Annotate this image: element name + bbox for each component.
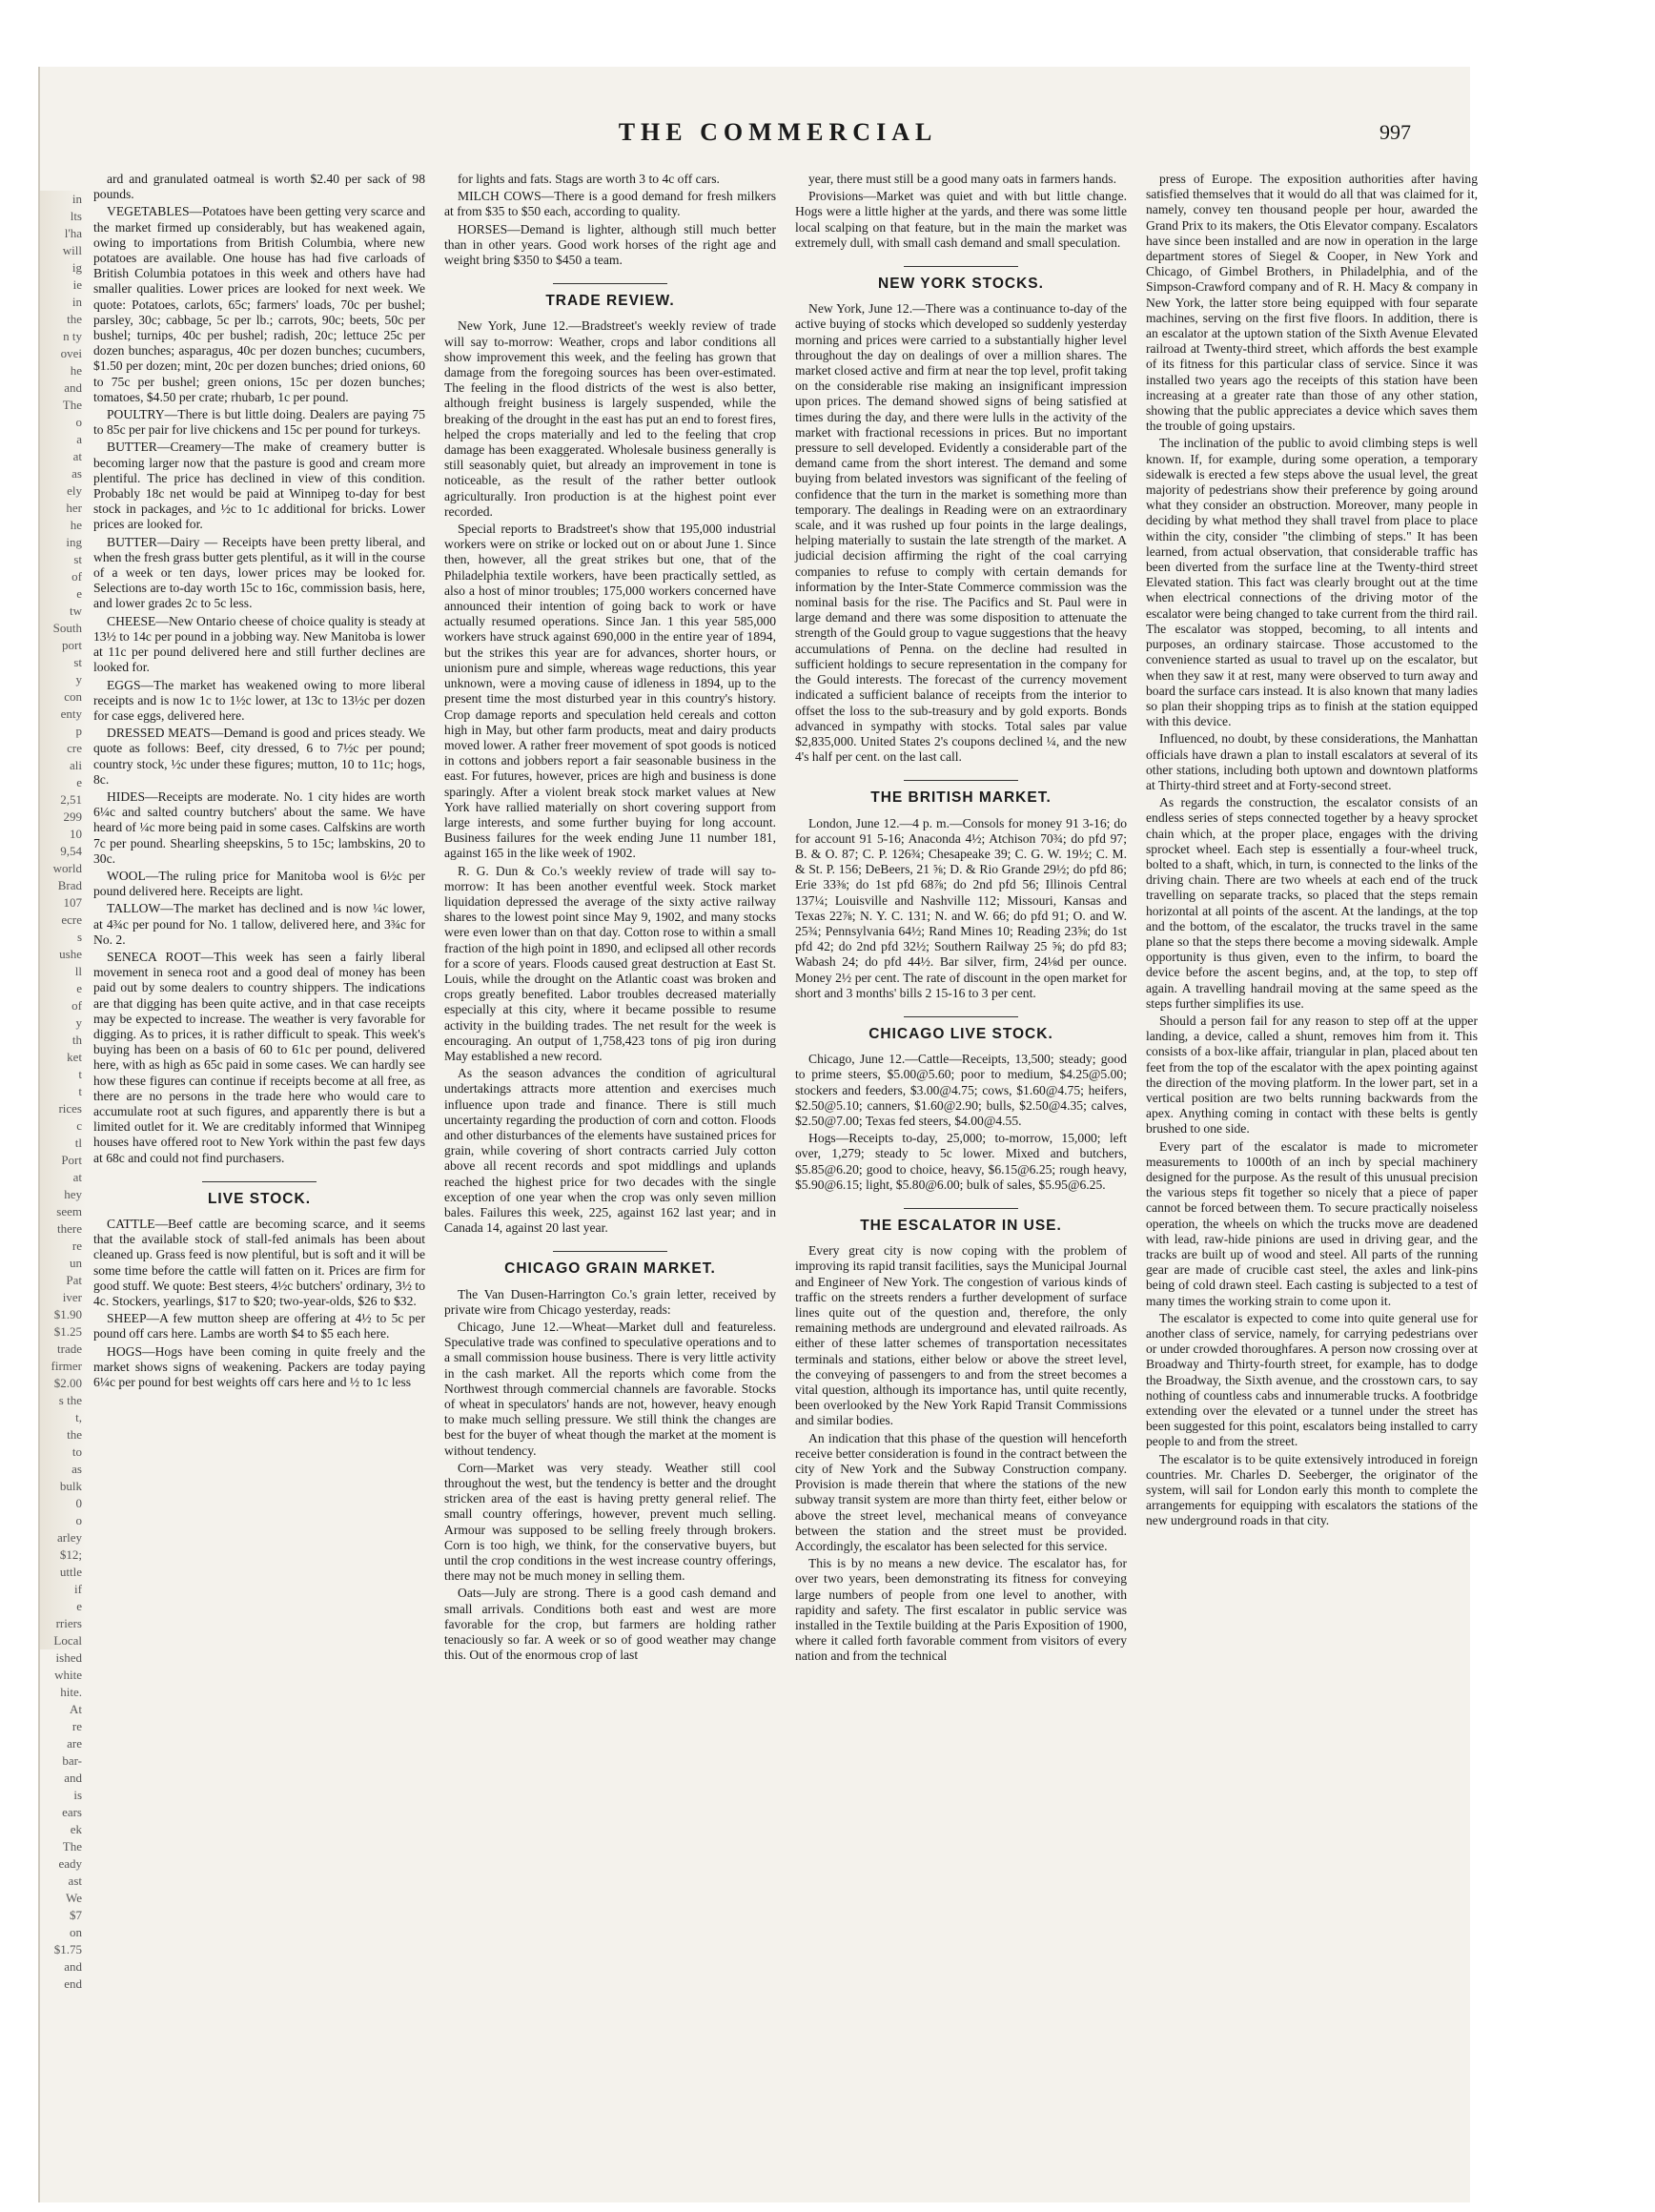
margin-fragment: e (76, 775, 82, 789)
margin-fragment: s (76, 930, 82, 944)
article-paragraph: HOGS—Hogs have been coming in quite freely and the market shows signs of weakening. Packers are today paying 6¼c per pound for best weights off cars here and ½ to 1c less (93, 1343, 425, 1390)
margin-fragment: he (70, 363, 82, 378)
margin-fragment: ecre (61, 912, 82, 927)
margin-fragment: lts (70, 209, 82, 223)
article-paragraph: EGGS—The market has weakened owing to more liberal receipts and is now 1c to 1½c lower, at 13c to 13½c per dozen for case eggs, delivered here. (93, 677, 425, 723)
article-paragraph: Corn—Market was very steady. Weather still cool throughout the west, but the tendency is better and the drought stricken area of the east is having pretty general relief. The small country offerings, however, prevent much selling. Armour was supposed to be selling freely through brokers. Corn is too high, we think, for the conservative buyers, but until the crop conditions in the west increase country offerings, there may not be much money in selling them. (444, 1460, 776, 1584)
article-paragraph: press of Europe. The exposition authorities after having satisfied themselves that it would do all that was claimed for it, namely, convey ten thousand people per hour, awarded the Grand Prix to its makers, the Otis Elevator company. Escalators have since been installed and are now in operation in the large department stores of Siegel & Cooper, in New York and Chicago, of Gimbel Brothers, in Philadelphia, and of the Simpson-Crawford company and of R. H. Macy & company in New York, the latter store being equipped with four separate machines, serving on the first five floors. In addition, there is an escalator at the uptown station of the Sixth Avenue Elevated railroad at Twenty-third street, which affords the best example of its fitness for this particular class of service. Since it was installed two years ago the receipts of this station have been increasing at a greater rate than those of any other station, showing that the public appreciates a device which saves them the trouble of going upstairs. (1146, 172, 1478, 434)
margin-fragment: ears (62, 1805, 82, 1819)
article-paragraph: Chicago, June 12.—Cattle—Receipts, 13,500; steady; good to prime steers, $5.00@5.60; poor to medium, $4.25@5.00; stockers and feeders, $3.00@4.75; cows, $1.60@4.75; heifers, $2.50@5.10; canners, $1.60@2.90; bulls, $2.50@4.35; calves, $2.50@7.00; Texas fed steers, $4.00@4.55. (795, 1052, 1127, 1128)
margin-fragment: uttle (59, 1565, 82, 1579)
margin-fragment: at (72, 449, 82, 463)
margin-fragment: re (72, 1239, 82, 1253)
margin-fragment: eady (58, 1856, 82, 1871)
article-paragraph: The escalator is to be quite extensively introduced in foreign countries. Mr. Charles D. Seeberger, the originator of the system, will sail for London early this month to complete the arrangements for equipping with escalators the stations of the new underground roads in that city. (1146, 1451, 1478, 1528)
margin-fragment: hite. (60, 1685, 82, 1699)
margin-fragment: y (75, 1015, 82, 1030)
margin-fragment: st (73, 552, 82, 566)
article-paragraph: The escalator is expected to come into quite general use for another class of service, namely, for carrying pedestrians over or under crowded thoroughfares. A person now crossing over at Broadway and Thirty-fourth street, for example, has to dodge the Broadway, the Sixth avenue, and the crosstown cars, to say nothing of countless cabs and innumerable trucks. A footbridge extending over the elevated or a tunnel under the street has been suggested for this point, escalators being installed to carry people to and from the street. (1146, 1310, 1478, 1449)
margin-fragment: ie (72, 277, 82, 292)
margin-fragment: arley (57, 1530, 82, 1545)
article-paragraph: Hogs—Receipts to-day, 25,000; to-morrow, 15,000; left over, 1,279; steady to 5c lower. Mixed and butchers, $5.85@6.20; good to choice, heavy, $6.15@6.25; rough heavy, $5.90@6.15; light, $5.80@6.00; bulk of sales, $5.95@6.25. (795, 1131, 1127, 1192)
margin-fragment: ll (74, 964, 82, 978)
section-heading: LIVE STOCK. (93, 1181, 425, 1207)
section-heading: NEW YORK STOCKS. (795, 266, 1127, 292)
margin-fragment: ished (55, 1650, 82, 1665)
margin-fragment: $12; (59, 1547, 82, 1562)
margin-fragment: tw (70, 604, 82, 618)
margin-fragment: Pat (66, 1273, 82, 1287)
margin-fragment: We (66, 1891, 82, 1905)
column-1 (93, 172, 425, 2107)
margin-fragment: 0 (75, 1496, 82, 1510)
margin-fragment: bulk (59, 1479, 82, 1493)
margin-fragment: ast (68, 1874, 82, 1888)
margin-fragment: ovei (60, 346, 82, 360)
margin-fragment: c (76, 1118, 82, 1133)
margin-fragment: 9,54 (60, 844, 82, 858)
margin-fragment: Port (61, 1153, 82, 1167)
margin-fragment: bar- (62, 1753, 82, 1768)
margin-fragment: is (73, 1788, 82, 1802)
margin-fragment: end (64, 1976, 82, 1991)
article-paragraph: Should a person fail for any reason to step off at the upper landing, a device, called a shunt, removes him from it. This consists of a box-like affair, triangular in plan, placed about ten feet from the top of the escalator with the apex pointing against the direction of the moving platform. In the lower part, set in a vertical position are two belts running backwards from the apex. Anything coming in contact with these belts is gently brushed to one side. (1146, 1013, 1478, 1137)
publication-title: THE COMMERCIAL (618, 118, 938, 146)
section-heading: TRADE REVIEW. (444, 283, 776, 309)
margin-fragment: cre (67, 741, 82, 755)
margin-fragment: un (70, 1256, 82, 1270)
margin-fragment: n ty (63, 329, 82, 343)
article-paragraph: The inclination of the public to avoid climbing steps is well known. If, for example, during some operation, a temporary sidewalk is erected a few steps above the usual level, the great majority of pedestrians show their preference by going around what they consider an obstruction. Moreover, many people in deciding by what method they shall travel from place to place within the city, consider "the climbing of steps." It has been learned, from actual observation, that considerable traffic has been diverted from the surface line at the Twenty-third street Elevated station. This fact was clearly brought out at the time when electrical connections of the driving motor of the escalator were being changed to take current from the third rail. The escalator was stopped, becoming, to all intents and purposes, an ordinary staircase. Those accustomed to the convenience started as usual to travel up on the escalator, but when they saw it at rest, many were observed to turn away and board the surface cars instead. It is also known that many ladies so plan their shopping trips as to finish at the station equipped with this device. (1146, 436, 1478, 729)
margin-fragment: s the (58, 1393, 82, 1407)
margin-fragment: tl (74, 1136, 82, 1150)
article-paragraph: CATTLE—Beef cattle are becoming scarce, and it seems that the available stock of stall-fed animals has been about cleaned up. Grass feed is now plentiful, but is soft and it will be some time before the cattle will fatten on it. Prices are firm for good stuff. We quote: Best steers, 4½c butchers' ordinary, 3½ to 4c. Stockers, yearlings, $17 to $20; two-year-olds, $26 to $32. (93, 1217, 425, 1309)
margin-fragment: The (62, 398, 82, 412)
margin-fragment: ig (72, 260, 82, 275)
margin-fragment: Local (53, 1633, 82, 1648)
margin-fragment: trade (57, 1342, 82, 1356)
column-4 (1146, 172, 1478, 2107)
margin-fragment: Brad (57, 878, 82, 892)
margin-fragment: in (72, 295, 82, 309)
margin-fragment: will (62, 243, 82, 257)
margin-fragment: ing (66, 535, 82, 549)
margin-fragment: re (72, 1719, 82, 1733)
margin-fragment: 299 (63, 809, 82, 824)
margin-fragment: o (75, 1513, 82, 1527)
margin-fragment: st (73, 655, 82, 669)
margin-fragment: world (52, 861, 82, 875)
margin-fragment: ely (67, 483, 82, 498)
article-paragraph: This is by no means a new device. The escalator has, for over two years, been demonstrating its fitness for conveying large numbers of people from one level to another, with rapidity and safety. The first escalator in public service was installed in the Textile building at the Paris Exposition of 1900, where it called forth favorable comment from visitors of every nation and from the technical (795, 1556, 1127, 1664)
margin-fragment: as (72, 1462, 82, 1476)
article-paragraph: BUTTER—Creamery—The make of creamery butter is becoming larger now that the pasture is good and cream more plentiful. The price has declined in view of this condition. Probably 18c net would be paid at Winnipeg to-day for best stock in packages, and ½c to 1c additional for bricks. Lower prices are looked for. (93, 440, 425, 532)
margin-fragment: e (76, 981, 82, 995)
article-paragraph: The Van Dusen-Harrington Co.'s grain letter, received by private wire from Chicago yesterday, reads: (444, 1286, 776, 1317)
margin-fragment: at (72, 1170, 82, 1184)
margin-fragment: her (66, 501, 82, 515)
margin-fragment: rices (58, 1101, 82, 1116)
column-3 (795, 172, 1127, 2107)
article-paragraph: POULTRY—There is but little doing. Dealers are paying 75 to 85c per pair for live chickens and 15c per pound for turkeys. (93, 407, 425, 438)
margin-fragment: and (64, 1959, 82, 1974)
margin-fragment: The (62, 1839, 82, 1854)
section-heading: CHICAGO LIVE STOCK. (795, 1016, 1127, 1042)
margin-fragment: in (72, 192, 82, 206)
margin-fragment: if (74, 1582, 82, 1596)
article-paragraph: ard and granulated oatmeal is worth $2.40 per sack of 98 pounds. (93, 172, 425, 202)
article-paragraph: Special reports to Bradstreet's show that 195,000 industrial workers were on strike or locked out on or about June 1. Since then, however, all the great strikes but one, that of the Philadelphia textile workers, have been practically settled, as also a host of minor troubles; 175,000 workers concerned have announced their intention of going back to work or have actually resumed operations. Since Jan. 1 this year 585,000 workers have struck against 690,000 in the entire year of 1894, but the strikes this year are for advances, shorter hours, or unionism pure and simple, whereas wage reductions, this year unknown, were a moving cause of idleness in 1894, up to the present time the most disturbed year in this country's history. Crop damage reports and speculation held cereals and cotton high in May, but other farm products, meat and dairy products moved lower. A rather freer movement of spot goods is noticed in cottons and jobbers report a fair seasonable business in the east. For futures, however, prices are high and business is done sparingly. After a violent break stock market values at New York have rallied materially on short covering support from large interests, and some further buying for long account. Business failures for the week ending June 11 number 181, against 165 in the like week of 1902. (444, 522, 776, 861)
page-number: 997 (1379, 120, 1411, 144)
margin-fragment: of (72, 569, 82, 584)
margin-fragment: port (62, 638, 82, 652)
margin-fragment: $2.00 (53, 1376, 82, 1390)
article-paragraph: R. G. Dun & Co.'s weekly review of trade will say to-morrow: It has been another eventful week. Stock market liquidation depressed the average of the sixty active railway shares to the lowest point since May 9, 1902, and many stocks were even lower than on that day. Cotton rose to within a small fraction of the high point in 1890, and eclipsed all other records for a score of years. Floods caused great destruction at East St. Louis, while the drought on the Atlantic coast was broken and crops greatly benefited. Labor troubles decreased materially especially at this city, where it became possible to resume activity in the building trades. The net result for the week is encouraging. An output of 1,758,423 tons of pig iron during May established a new record. (444, 863, 776, 1063)
section-heading: THE ESCALATOR IN USE. (795, 1208, 1127, 1234)
page-header (86, 114, 1470, 153)
margin-fragment: to (72, 1444, 82, 1459)
margin-fragment: ket (67, 1050, 82, 1064)
margin-fragment: the (67, 312, 82, 326)
margin-fragment: rriers (55, 1616, 82, 1630)
article-paragraph: As the season advances the condition of agricultural undertakings attracts more attention and exercises much influence upon trade and finance. There is still much uncertainty regarding the production of corn and cotton. Floods and other disturbances of the elements have sustained prices for grain, while covering of short contracts carried July cotton above all recent records and spot middlings and uplands reached the highest price for two decades with the single exception of one year when the crop was only seven million bales. Failures this week, 225, against 162 last year; and in Canada 14, against 20 last year. (444, 1066, 776, 1236)
margin-fragment: the (67, 1427, 82, 1442)
margin-fragment: enty (60, 707, 82, 721)
margin-fragment: iver (62, 1290, 82, 1304)
margin-fragment: $7 (70, 1908, 82, 1922)
article-paragraph: Every part of the escalator is made to micrometer measurements to 1000th of an inch by special machinery designed for the purpose. As the result of this unusual precision the various steps fit together so nicely that a piece of paper cannot be forced between them. To secure practically noiseless operation, the wheels on which the trucks move are deadened with lead, raw-hide pinions are used in driving gear, and the tracks are built up of wood and steel. All parts of the running gear are made of crucible cast steel, the axles and link-pins being of cold drawn steel. Each casting is subjected to a test of many times the working strain to come upon it. (1146, 1138, 1478, 1308)
article-paragraph: New York, June 12.—There was a continuance to-day of the active buying of stocks which developed so suddenly yesterday morning and prices were carried to a substantially higher level throughout the day on dealings of over a million shares. The market closed active and firm at near the top level, profit taking on the considerable rise making an insignificant impression upon prices. The demand showed signs of being satisfied at times during the day, and there were lulls in the activity of the market with fractional recessions in prices. But no important pressure to sell developed. Evidently a considerable part of the demand came from the short interest. The demand and some buying from belated investors was significant of the feeling of confidence that the turn in the market is something more than temporary. The dealings in Reading were on an extraordinary scale, and it was rushed up four points in the large dealings, helping materially to sustain the late strength of the market. A judicial decision affirming the right of the coal carrying companies to refuse to comply with certain demands for information by the Inter-State Commerce commission was the nominal basis for the rise. The Pacifics and St. Paul were in large demand and there was some disposition to attenuate the strength of the Gould group to vague suggestions that the heavy accumulations of Penna. on the decline had resulted in sufficient holdings to secure representation in the company for the Gould interests. The forecast of the currency movement indicated a sufficient balance of receipts from the interior to offset the loss to the sub-treasury and by gold exports. Bonds advanced in sympathy with stocks. Total sales par value $2,835,000. United States 2's coupons declined ¼, and the new 4's half per cent. on the last call. (795, 301, 1127, 765)
article-paragraph: Every great city is now coping with the problem of improving its rapid transit facilities, says the Municipal Journal and Engineer of New York. The congestion of various kinds of traffic on the streets renders a further development of surface lines quite out of the question and, therefore, the only remaining methods are underground and elevated railroads. As either of these latter schemes of transportation necessitates terminals and stations, either below or above the street level, the conveying of passengers to and from the street becomes a vital question, although its importance has, until quite recently, been overlooked by the New York Rapid Transit Commissions and similar bodies. (795, 1243, 1127, 1428)
section-heading: CHICAGO GRAIN MARKET. (444, 1251, 776, 1277)
article-paragraph: Provisions—Market was quiet and with but little change. Hogs were a little higher at the yards, and there was some little local scalping on that feature, but in the main the market was extremely dull, with small cash demand and small speculation. (795, 189, 1127, 250)
margin-fragment: t (78, 1067, 82, 1081)
margin-fragment: as (72, 466, 82, 481)
article-paragraph: HORSES—Demand is lighter, although still much better than in other years. Good work horses of the right age and weight bring $350 to $450 a team. (444, 221, 776, 268)
article-paragraph: DRESSED MEATS—Demand is good and prices steady. We quote as follows: Beef, city dressed, 6 to 7½c per pound; country stock, ½c under these figures; mutton, 10 to 11c; hogs, 8c. (93, 726, 425, 787)
article-paragraph: CHEESE—New Ontario cheese of choice quality is steady at 13½ to 14c per pound in a jobbing way. New Manitoba is lower at 11c per pound delivered here and still further declines are looked for. (93, 613, 425, 675)
margin-fragment: p (75, 724, 82, 738)
article-paragraph: VEGETABLES—Potatoes have been getting very scarce and the market firmed up considerably, but has weakened again, owing to importations from British Columbia, where new potatoes are available. One house has had five carloads of British Columbia potatoes in this week and others have had smaller qualities. Lower prices are looked for next week. We quote: Potatoes, carlots, 65c; farmers' loads, 70c per bushel; parsley, 30c; cabbage, 5c per lb.; carrots, 90c; beets, 50c per bushel; turnips, 40c per bushel; radish, 20c; lettuce 25c per dozen bunches; asparagus, 40c per dozen bunches; cucumbers, $1.50 per dozen; mint, 20c per dozen bunches; dried onions, 60 to 75c per bushel; green onions, 15c per dozen bunches; tomatoes, $4.50 per crate; rhubarb, 1c per pound. (93, 204, 425, 404)
article-paragraph: MILCH COWS—There is a good demand for fresh milkers at from $35 to $50 each, according to quality. (444, 189, 776, 219)
column-2 (444, 172, 776, 2107)
margin-fragment: t, (75, 1410, 82, 1424)
margin-fragment: of (72, 998, 82, 1013)
article-paragraph: Oats—July are strong. There is a good cash demand and small arrivals. Conditions both east and west are more favorable for the crop, but farmers are holding rather tenaciously so far. A week or so of good weather may change this. Out of the enormous crop of last (444, 1586, 776, 1663)
margin-fragment: $1.90 (53, 1307, 82, 1321)
article-paragraph: As regards the construction, the escalator consists of an endless series of steps connected together by a heavy sprocket chain which, at the proper place, engages with the driving sprocket wheel. Each step is essentially a four-wheel truck, bolted to a shaft, which, in turn, is connected to the links of the driving chain. There are two wheels at each end of the truck travelling on separate tracks, so placed that the steps remain horizontal at all points of the ascent. At the landings, at the top and the bottom, of the escalator, the trucks travel in the same plane so that the steps there become a moving sidewalk. Ample opportunity is thus given, even to the infirm, to board the device before the ascent begins, and, at the top, to step off again. A travelling handrail moving at the same speed as the steps further simplifies its use. (1146, 795, 1478, 1011)
newspaper-page (38, 67, 1478, 2202)
margin-fragment: t (78, 1084, 82, 1098)
margin-fragment: At (70, 1702, 82, 1716)
margin-fragment: ek (70, 1822, 82, 1836)
margin-fragment: o (75, 415, 82, 429)
margin-fragment: and (64, 380, 82, 395)
section-heading: THE BRITISH MARKET. (795, 780, 1127, 806)
margin-fragment: and (64, 1771, 82, 1785)
margin-fragment: seem (56, 1204, 82, 1219)
margin-fragment: con (64, 689, 82, 704)
article-paragraph: Influenced, no doubt, by these considerations, the Manhattan officials have drawn a plan to install escalators at several of its other stations, including both uptown and downtown platforms at Thirty-third street and at Forty-second street. (1146, 731, 1478, 792)
margin-fragment: ali (70, 758, 82, 772)
margin-fragment: $1.25 (53, 1324, 82, 1339)
article-paragraph: An indication that this phase of the question will henceforth receive better consideration is found in the contract between the city of New York and the Subway Construction company. Provision is made therein that where the stations of the new subway transit system are more than thirty feet, either below or above the street level, mechanical means of conveyance between the station and the street must be provided. Accordingly, the escalator has been selected for this service. (795, 1430, 1127, 1554)
margin-fragment: he (70, 518, 82, 532)
article-paragraph: year, there must still be a good many oats in farmers hands. (808, 172, 1116, 186)
margin-fragment: firmer (51, 1359, 82, 1373)
article-paragraph: New York, June 12.—Bradstreet's weekly review of trade will say to-morrow: Weather, crops and labor conditions all show improvement this week, and the feeling has grown that damage from the foregoing sources has been over-estimated. The feeling in the flood districts of the west is also better, although freight business is largely suspended, while the breaking of the drought in the east has put an end to forest fires, helped the crops materially and led to the feeling that crop damage has been exaggerated. Wholesale business generally is still seasonably quiet, but already an improvement in tone is noticeable, as the result of the rather better outlook agriculturally. Iron production is at the highest point ever recorded. (444, 318, 776, 519)
margin-fragment: e (76, 586, 82, 601)
margin-fragment: 107 (63, 895, 82, 910)
margin-fragment: ushe (59, 947, 82, 961)
margin-fragment: 2,51 (60, 792, 82, 807)
article-paragraph: for lights and fats. Stags are worth 3 to 4c off cars. (458, 172, 720, 186)
article-paragraph: London, June 12.—4 p. m.—Consols for money 91 3-16; do for account 91 5-16; Anaconda 4½; Atchison 70¾; do pfd 97; B. & O. 87; C. P. 126¾; Chesapeake 39; C. G. W. 19½; C. M. & St. P. 156; DeBeers, 21 ⅝; D. & Rio Grande 29½; do pfd 86; Erie 33⅜; do 1st pfd 68⅞; do 2nd pfd 56; Illinois Central 137¼; Louisville and Nashville 112; Missouri, Kansas and Texas 22⅞; N. Y. C. 131; N. and W. 66; do pfd 91; O. and W. 25¾; Pennsylvania 64½; Rand Mines 10; Reading 23⅝; do 1st pfd 42; do 2nd pfd 32½; Southern Railway 25 ⅝; do pfd 83; Wabash 24; do pfd 44½. Bar silver, firm, 24⅛d per ounce. Money 2½ per cent. The rate of discount in the open market for short and 3 months' bills 2 15-16 to 3 per cent. (795, 815, 1127, 1000)
article-paragraph: BUTTER—Dairy — Receipts have been pretty liberal, and when the fresh grass butter gets plentiful, as it will in the course of a week or ten days, lower prices may be looked for. Selections are to-day worth 15c to 16c, commission basis, here, and lower grades 2c to 5c less. (93, 534, 425, 611)
margin-fragment: South (52, 621, 82, 635)
margin-fragment: a (76, 432, 82, 446)
article-paragraph: SENECA ROOT—This week has seen a fairly liberal movement in seneca root and a good deal of money has been paid out by some dealers to country shippers. The indications are that digging has been quite active, and in that case receipts may be expected to increase. The weather is very favorable for digging. As to prices, it is rather difficult to speak. This week's buying has been on a basis of 60 to 61c per pound, delivered here, with as high as 65c paid in some cases. We can hardly see how these figures can continue if receipts become at all free, as there are no persons in the trade here who would care to accumulate root at such figures, and apparently there is but a limited outlet for it. We are creditably informed that Winnipeg houses have offered root to New York within the past few days at 68c and could not find purchasers. (93, 949, 425, 1165)
margin-fragment: 10 (70, 827, 82, 841)
margin-fragment: white (54, 1668, 82, 1682)
article-paragraph: SHEEP—A few mutton sheep are offering at 4½ to 5c per pound off cars here. Lambs are worth $4 to $5 each here. (93, 1311, 425, 1342)
article-paragraph: Chicago, June 12.—Wheat—Market dull and featureless. Speculative trade was confined to speculative operations and to a small commission house business. There is very little activity in the cash market. All the reports which come from the Northwest through commercial channels are favorable. Stocks of wheat in speculators' hands are not, however, heavy enough to make much selling pressure. We still think the changes are best for the buyer of wheat though the market at the moment is without tendency. (444, 1320, 776, 1458)
adjacent-page-margin (40, 191, 86, 1991)
margin-fragment: th (72, 1033, 82, 1047)
article-paragraph: WOOL—The ruling price for Manitoba wool is 6½c per pound delivered here. Receipts are light. (93, 868, 425, 899)
article-paragraph: TALLOW—The market has declined and is now ¼c lower, at 4¾c per pound for No. 1 tallow, delivered here, and 3¾c for No. 2. (93, 901, 425, 947)
article-paragraph: HIDES—Receipts are moderate. No. 1 city hides are worth 6¼c and salted country butchers' about the same. We have heard of ¼c more being paid in some cases. Calfskins are worth 7c per pound. Shearling sheepskins, 5 to 15c; lambskins, 20 to 30c. (93, 789, 425, 866)
margin-fragment: $1.75 (53, 1942, 82, 1956)
margin-fragment: y (75, 672, 82, 686)
margin-fragment: are (67, 1736, 82, 1751)
margin-fragment: hey (64, 1187, 82, 1201)
margin-fragment: on (70, 1925, 82, 1939)
margin-fragment: l'ha (64, 226, 82, 240)
margin-fragment: e (76, 1599, 82, 1613)
margin-fragment: there (57, 1221, 82, 1236)
